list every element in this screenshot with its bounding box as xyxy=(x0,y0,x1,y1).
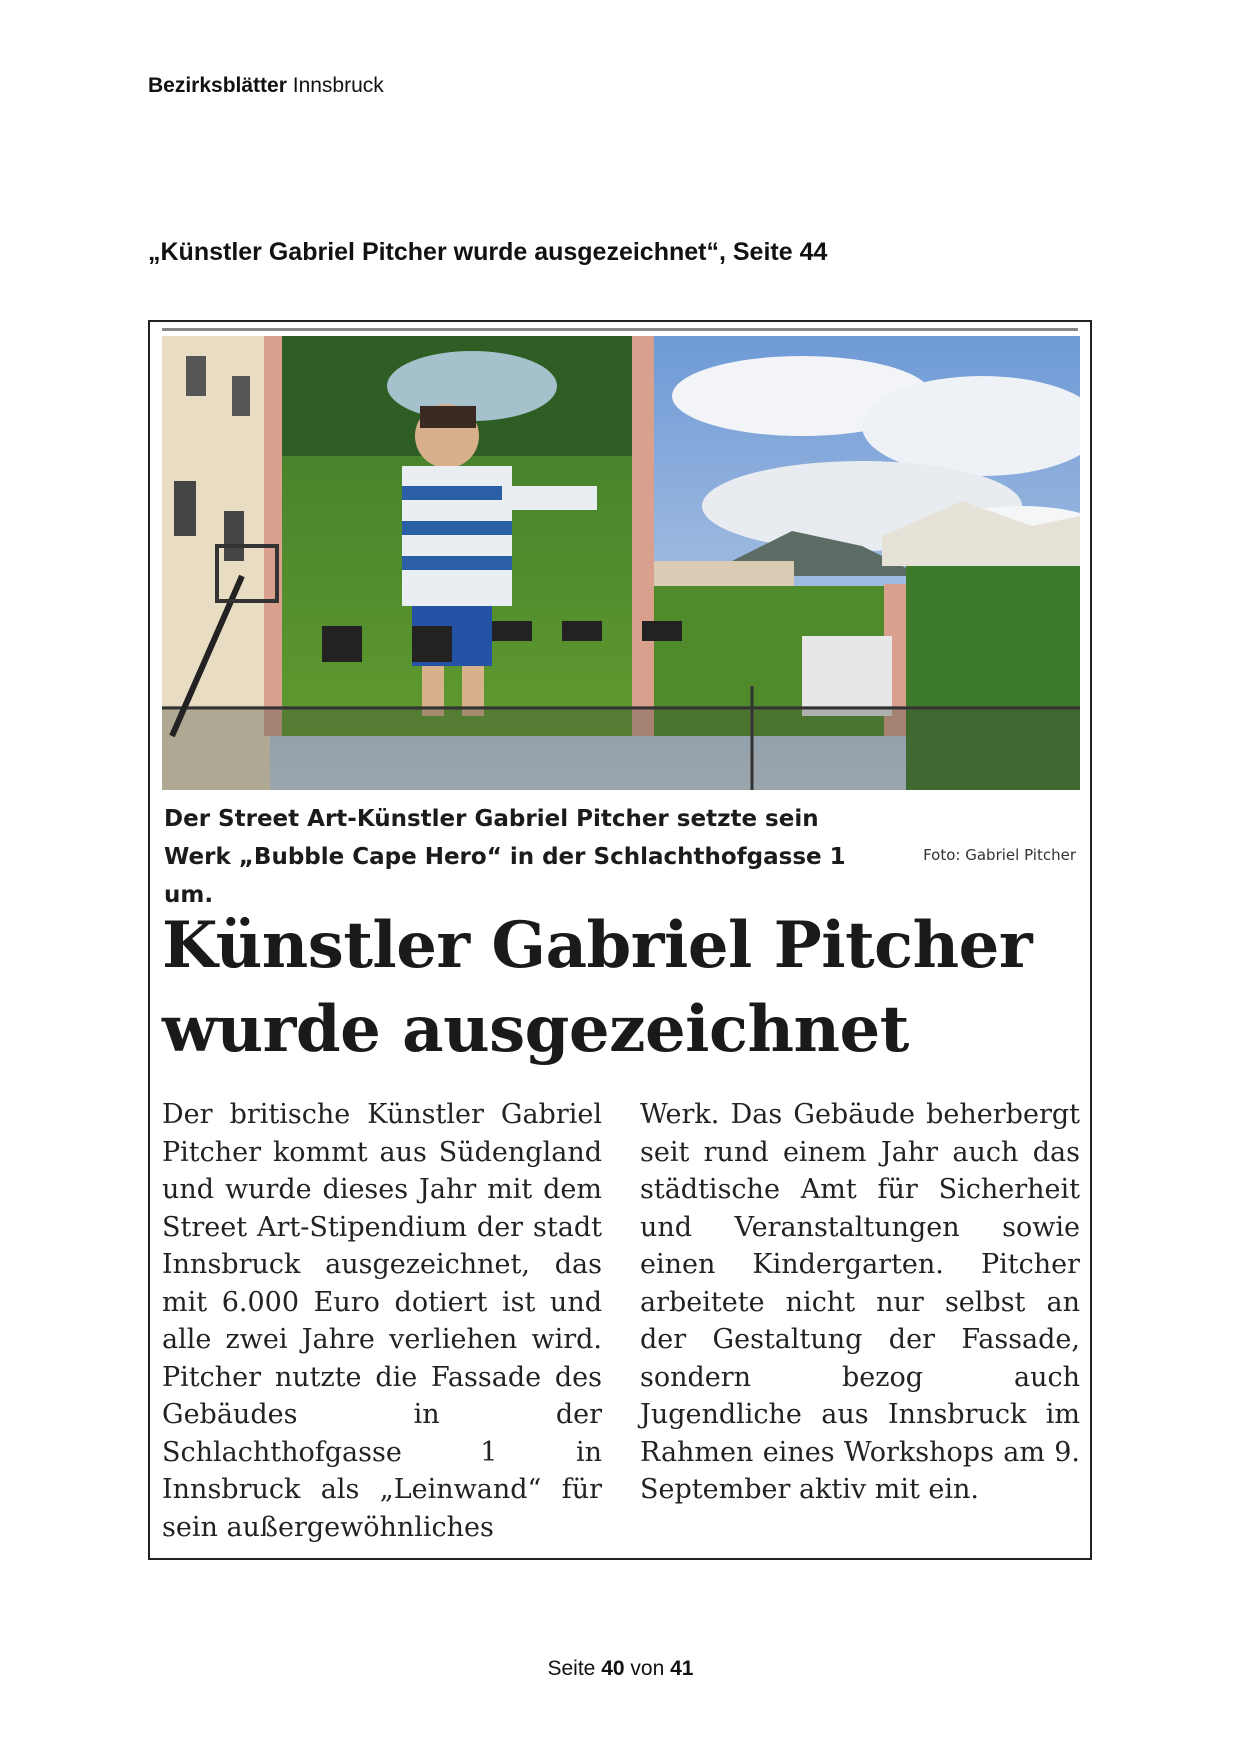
page-prefix: Seite xyxy=(547,1657,596,1680)
publication-name-regular: Innsbruck xyxy=(292,74,384,97)
page-current: 40 xyxy=(601,1657,625,1680)
page-number xyxy=(0,1657,1241,1681)
page-middle: von xyxy=(630,1657,665,1680)
publication-name xyxy=(148,74,384,98)
photo-caption: Der Street Art-Künstler Gabriel Pitcher setzte sein Werk „Bubble Cape Hero“ in der Schlachthofgasse 1 um. xyxy=(164,806,846,908)
mural-photo xyxy=(162,336,1080,790)
article-body-column-left: Der britische Künstler Gabriel Pitcher kommt aus Südengland und wurde dieses Jahr mit dem Street Art-Stipendium der stadt Innsbruck ausgezeichnet, das mit 6.000 Euro dotiert ist und alle zwei Jahre verliehen wird. Pitcher nutzte die Fassade des Gebäudes in der Schlachthofgasse 1 in Innsbruck als „Leinwand“ für sein außergewöhnliches xyxy=(162,1099,602,1543)
newspaper-clipping xyxy=(148,320,1092,1560)
reference-title: „Künstler Gabriel Pitcher wurde ausgezeichnet“, Seite 44 xyxy=(148,238,828,266)
photo-credit: Foto: Gabriel Pitcher xyxy=(923,846,1076,864)
article-body-column-right: Werk. Das Gebäude beherbergt seit rund einem Jahr auch das städtische Amt für Sicherheit und Veranstaltungen sowie einen Kindergarten. Pitcher arbeitete nicht nur selbst an der Gestaltung der Fassade, sondern bezog auch Jugendliche aus Innsbruck im Rahmen eines Workshops am 9. September aktiv mit ein. xyxy=(640,1099,1080,1505)
page-total: 41 xyxy=(670,1657,694,1680)
clipping-top-rule xyxy=(162,328,1078,331)
article-headline: Künstler Gabriel Pitcher wurde ausgezeichnet xyxy=(162,908,1033,1067)
publication-name-bold: Bezirksblätter xyxy=(148,74,287,97)
